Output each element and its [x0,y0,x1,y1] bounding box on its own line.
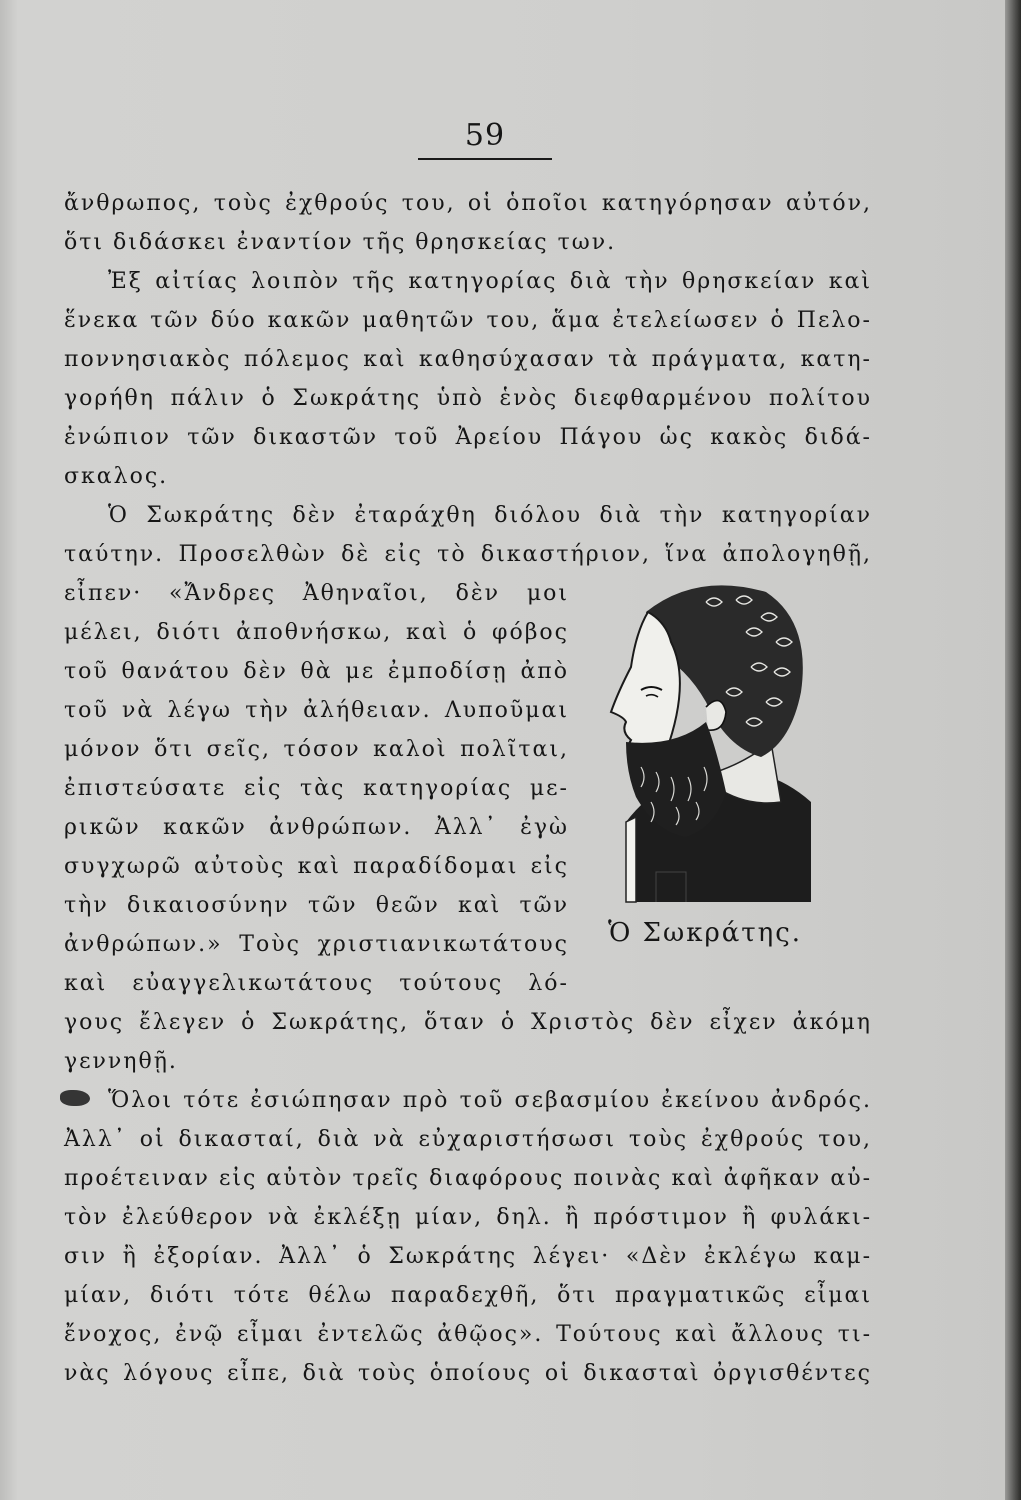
text-line: γους ἔλεγεν ὁ Σωκράτης, ὅταν ὁ Χριστὸς δὲν εἶχεν ἀκόμη [64,1010,872,1035]
socrates-bust-illustration [596,572,814,912]
text-line: σιν ἢ ἐξορίαν. Ἀλλ᾿ ὁ Σωκράτης λέγει· «Δὲν ἐκλέγω καμ- [64,1244,872,1269]
text-line: τὸν ἐλεύθερον νὰ ἐκλέξῃ μίαν, δηλ. ἢ πρόστιμον ἢ φυλάκι- [64,1205,872,1230]
text-line: μίαν, διότι τότε θέλω παραδεχθῆ, ὅτι πραγματικῶς εἶμαι [64,1283,872,1308]
text-line: Ἐξ αἰτίας λοιπὸν τῆς κατηγορίας διὰ τὴν θρησκείαν καὶ [108,269,872,294]
text-line: τοῦ θανάτου δὲν θὰ με ἐμποδίσῃ ἀπὸ [64,659,569,684]
text-line: γεννηθῇ. [64,1049,178,1074]
page-edge-shadow [1005,0,1021,1500]
text-line: ἐνώπιον τῶν δικαστῶν τοῦ Ἀρείου Πάγου ὡς κακὸς διδά- [64,425,872,450]
text-line: εἶπεν· «Ἄνδρες Ἀθηναῖοι, δὲν μοι [64,581,569,606]
text-line: ἔνοχος, ἐνῷ εἶμαι ἐντελῶς ἀθῷος». Τούτους καὶ ἄλλους τι- [64,1322,872,1347]
text-line: ταύτην. Προσελθὼν δὲ εἰς τὸ δικαστήριον, ἵνα ἀπολογηθῇ, [64,542,872,567]
text-line: νὰς λόγους εἶπε, διὰ τοὺς ὁποίους οἱ δικασταὶ ὀργισθέντες [64,1361,872,1386]
text-line: Ὅλοι τότε ἐσιώπησαν πρὸ τοῦ σεβασμίου ἐκείνου ἀνδρός. [108,1088,872,1113]
text-line: τοῦ νὰ λέγω τὴν ἀλήθειαν. Λυποῦμαι [64,698,569,723]
page-number: 59 [464,118,506,153]
text-line: γορήθη πάλιν ὁ Σωκράτης ὑπὸ ἑνὸς διεφθαρμένου πολίτου [64,386,872,411]
text-line: ἐπιστεύσατε εἰς τὰς κατηγορίας με- [64,776,569,801]
text-line: συγχωρῶ αὐτοὺς καὶ παραδίδομαι εἰς [64,854,569,879]
text-line: ποννησιακὸς πόλεμος καὶ καθησύχασαν τὰ πράγματα, κατη- [64,347,872,372]
text-line: μόνον ὅτι σεῖς, τόσον καλοὶ πολῖται, [64,737,569,762]
text-line: ρικῶν κακῶν ἀνθρώπων. Ἀλλ᾿ ἐγὼ [64,815,569,840]
text-line: καὶ εὐαγγελικωτάτους τούτους λό- [64,971,569,996]
text-line: ἀνθρώπων.» Τοὺς χριστιανικωτάτους [64,932,569,957]
illustration-caption: Ὁ Σωκράτης. [608,918,803,948]
page-number-rule [418,158,552,160]
text-line: ἄνθρωπος, τοὺς ἐχθρούς του, οἱ ὁποῖοι κατηγόρησαν αὐτόν, [64,191,872,216]
text-line: σκαλος. [64,464,169,489]
text-line: μέλει, διότι ἀποθνήσκω, καὶ ὁ φόβος [64,620,569,645]
text-line: Ὁ Σωκράτης δὲν ἐταράχθη διόλου διὰ τὴν κατηγορίαν [108,503,872,528]
text-line: Ἀλλ᾿ οἱ δικασταί, διὰ νὰ εὐχαριστήσωσι τοὺς ἐχθρούς του, [64,1127,872,1152]
text-line: ὅτι διδάσκει ἐναντίον τῆς θρησκείας των. [64,230,617,255]
text-line: προέτειναν εἰς αὐτὸν τρεῖς διαφόρους ποινὰς καὶ ἀφῆκαν αὐ- [64,1166,872,1191]
text-line: τὴν δικαιοσύνην τῶν θεῶν καὶ τῶν [64,893,569,918]
ink-smudge [60,1090,90,1106]
text-line: ἕνεκα τῶν δύο κακῶν μαθητῶν του, ἅμα ἐτελείωσεν ὁ Πελο- [64,308,872,333]
